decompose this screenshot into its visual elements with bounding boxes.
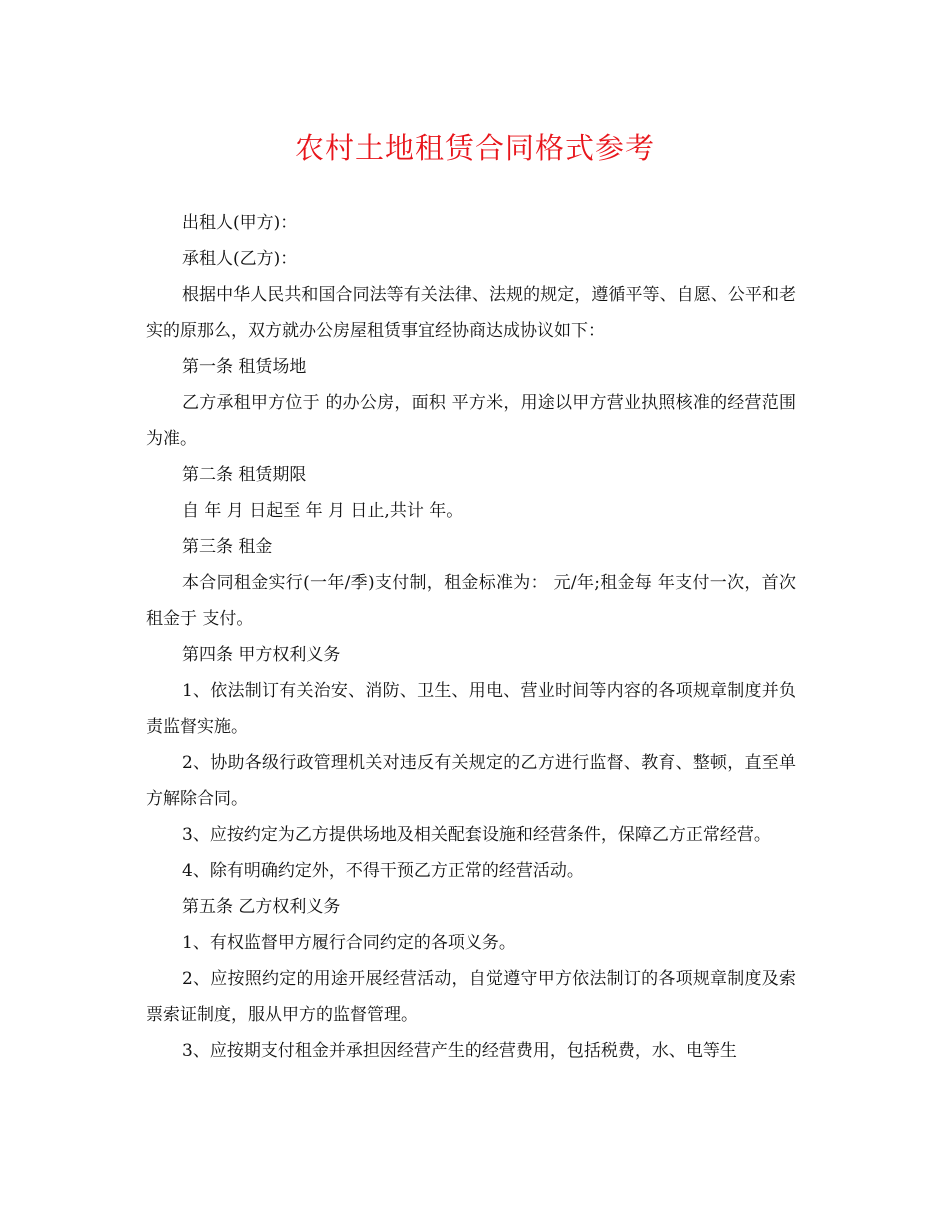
article-4-item-3: 3、应按约定为乙方提供场地及相关配套设施和经营条件，保障乙方正常经营。 xyxy=(182,825,771,845)
document-body xyxy=(146,205,796,1069)
article-3-heading: 第三条 租金 xyxy=(182,537,273,557)
article-4-item-4: 4、除有明确约定外，不得干预乙方正常的经营活动。 xyxy=(182,861,584,881)
document-title: 农村土地租赁合同格式参考 xyxy=(294,131,655,165)
article-1-text: 乙方承租甲方位于 的办公房，面积 平方米，用途以甲方营业执照核准的经营范围为准。 xyxy=(146,393,796,449)
article-5-item-2: 2、应按照约定的用途开展经营活动，自觉遵守甲方依法制订的各项规章制度及索票索证制度，服从甲方的监督管理。 xyxy=(146,969,796,1025)
paragraph-lessor: 出租人(甲方)： xyxy=(182,213,298,233)
article-5-item-3: 3、应按期支付租金并承担因经营产生的经营费用，包括税费，水、电等生 xyxy=(182,1041,737,1061)
article-1-heading: 第一条 租赁场地 xyxy=(182,357,307,377)
article-5-heading: 第五条 乙方权利义务 xyxy=(182,897,341,917)
article-4-heading: 第四条 甲方权利义务 xyxy=(182,645,341,665)
article-3-text: 本合同租金实行(一年/季)支付制，租金标准为： 元/年;租金每 年支付一次，首次租金于 支付。 xyxy=(146,573,796,629)
article-2-text: 自 年 月 日起至 年 月 日止,共计 年。 xyxy=(182,501,464,521)
paragraph-lessee: 承租人(乙方)： xyxy=(182,249,298,269)
article-2-heading: 第二条 租赁期限 xyxy=(182,465,307,485)
paragraph-preamble: 根据中华人民共和国合同法等有关法律、法规的规定，遵循平等、自愿、公平和老实的原那么，双方就办公房屋租赁事宜经协商达成协议如下： xyxy=(146,285,796,341)
article-4-item-2: 2、协助各级行政管理机关对违反有关规定的乙方进行监督、教育、整顿，直至单方解除合同。 xyxy=(146,753,796,809)
article-5-item-1: 1、有权监督甲方履行合同约定的各项义务。 xyxy=(182,933,516,953)
article-4-item-1: 1、依法制订有关治安、消防、卫生、用电、营业时间等内容的各项规章制度并负责监督实施。 xyxy=(146,681,796,737)
